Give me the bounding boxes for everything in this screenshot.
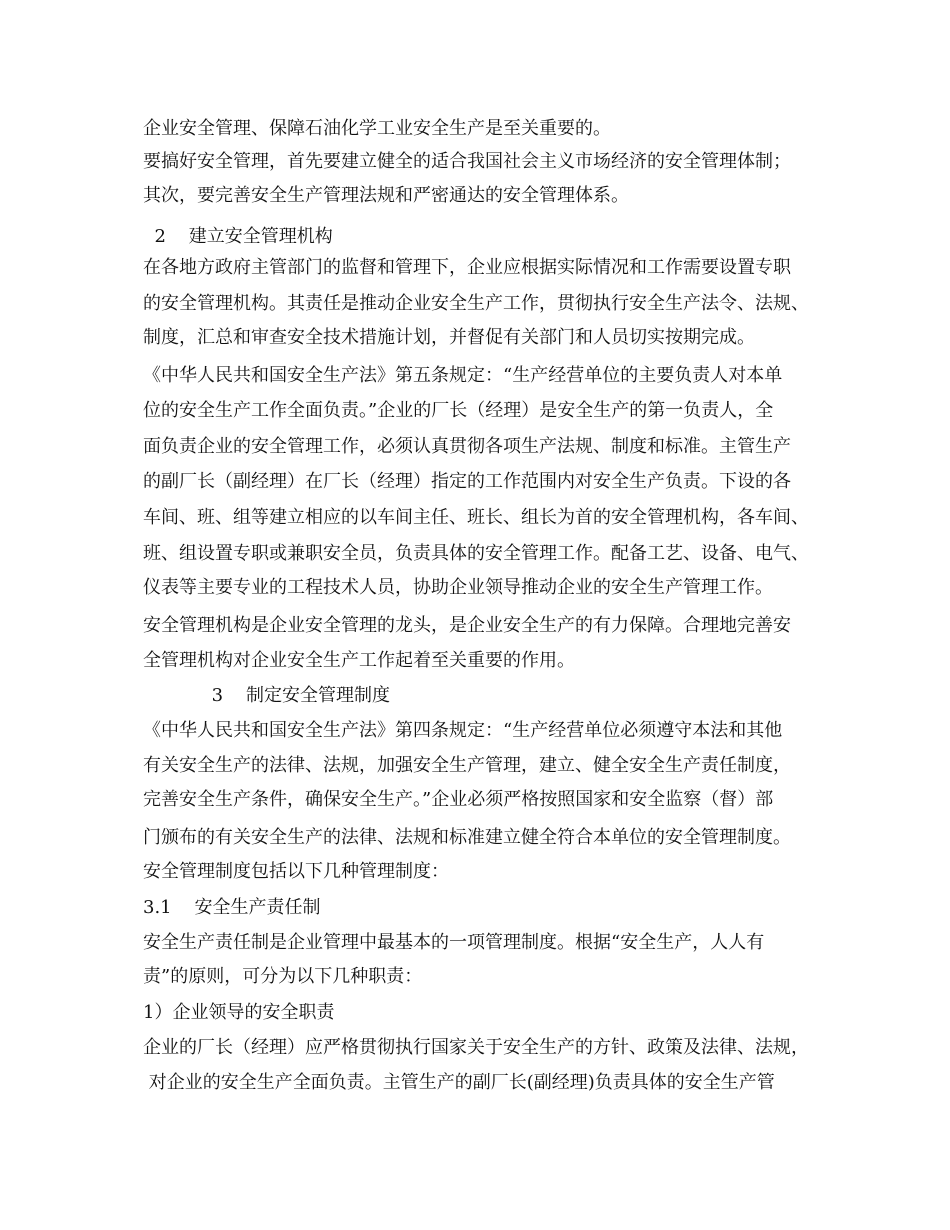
section-heading: 2 建立安全管理机构 (143, 226, 333, 247)
text-line: 位的安全生产工作全面负责。”企业的厂长（经理）是安全生产的第一负责人，全 (143, 400, 774, 421)
text-line: 制度，汇总和审查安全技术措施计划，并督促有关部门和人员切实按期完成。 (143, 327, 755, 348)
text-line: 面负责企业的安全管理工作，必须认真贯彻各项生产法规、制度和标准。主管生产 (143, 436, 791, 457)
text-line: 在各地方政府主管部门的监督和管理下，企业应根据实际情况和工作需要设置专职 (143, 257, 791, 278)
text-line: 其次，要完善安全生产管理法规和严密通达的安全管理体系。 (143, 185, 629, 206)
text-line: 要搞好安全管理，首先要建立健全的适合我国社会主义市场经济的安全管理体制； (143, 151, 791, 172)
text-line: 全管理机构对企业安全生产工作起着至关重要的作用。 (143, 650, 575, 671)
text-line: 安全生产责任制是企业管理中最基本的一项管理制度。根据“安全生产，人人有 (143, 932, 765, 953)
text-line: 的安全管理机构。其责任是推动企业安全生产工作，贯彻执行安全生产法令、法规、 (143, 293, 809, 314)
text-line: 的副厂长（副经理）在厂长（经理）指定的工作范围内对安全生产负责。下设的各 (143, 471, 791, 492)
text-line: 《中华人民共和国安全生产法》第五条规定：“生产经营单位的主要负责人对本单 (143, 365, 783, 386)
text-line: 安全管理制度包括以下几种管理制度： (143, 861, 449, 882)
text-line: 企业的厂长（经理）应严格贯彻执行国家关于安全生产的方针、政策及法律、法规， (143, 1037, 809, 1058)
text-line: 有关安全生产的法律、法规，加强安全生产管理，建立、健全安全生产责任制度， (143, 755, 791, 776)
text-line: 班、组设置专职或兼职安全员，负责具体的安全管理工作。配备工艺、设备、电气、 (143, 543, 809, 564)
text-line: 企业安全管理、保障石油化学工业安全生产是至关重要的。 (143, 118, 611, 139)
text-line: 责”的原则，可分为以下几种职责： (143, 966, 423, 987)
text-line: 完善安全生产条件，确保安全生产。”企业必须严格按照国家和安全监察（督）部 (143, 789, 774, 810)
text-line: 门颁布的有关安全生产的法律、法规和标准建立健全符合本单位的安全管理制度。 (143, 827, 791, 848)
text-line: 仪表等主要专业的工程技术人员，协助企业领导推动企业的安全生产管理工作。 (143, 577, 773, 598)
section-heading: 3.1 安全生产责任制 (143, 897, 321, 918)
section-heading: 3 制定安全管理制度 (143, 685, 390, 706)
text-line: 《中华人民共和国安全生产法》第四条规定：“生产经营单位必须遵守本法和其他 (143, 720, 783, 741)
text-line: 安全管理机构是企业安全管理的龙头，是企业安全生产的有力保障。合理地完善安 (143, 615, 791, 636)
text-line: 对企业的安全生产全面负责。主管生产的副厂长(副经理)负责具体的安全生产管 (143, 1072, 775, 1093)
section-heading: 1）企业领导的安全职责 (143, 1002, 335, 1023)
text-line: 车间、班、组等建立相应的以车间主任、班长、组长为首的安全管理机构，各车间、 (143, 507, 809, 528)
